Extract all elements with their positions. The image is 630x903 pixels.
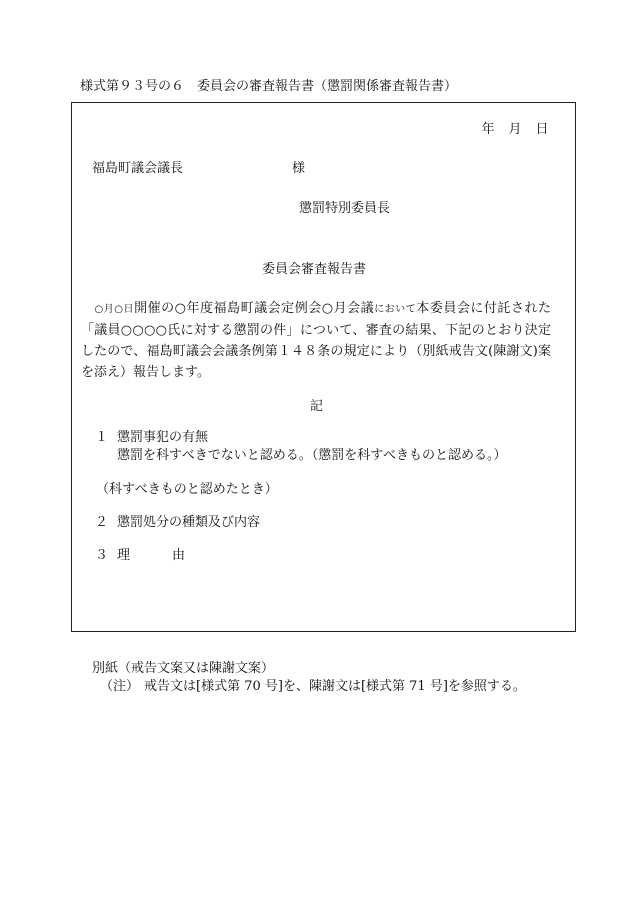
form-title: 様式第９３号の６ 委員会の審査報告書（懲罰関係審査報告書） [80,79,458,94]
ki-heading: 記 [310,399,324,414]
item-2-label: 懲罰処分の種類及び内容 [117,515,261,530]
body-month-day: ○月○日 [94,304,135,315]
sender: 懲罰特別委員長 [299,201,391,216]
note-kasu: （科すべきものと認めたとき） [96,482,278,497]
item-2 [95,514,260,532]
addressee [92,160,306,178]
attachment-title: 別紙（戒告文案又は陳謝文案） [92,661,275,676]
item-1-number: １ [95,430,109,445]
report-body [81,298,551,383]
attachment-note [100,678,526,696]
addressee-honorific: 様 [292,161,306,176]
item-2-number: ２ [95,515,109,530]
addressee-name: 福島町議会議長 [92,161,184,176]
item-1-detail: 懲罰を科すべきでないと認める。（懲罰を科すべきものと認める。） [117,448,507,463]
attachment-note-text: 戒告文は[様式第 70 号]を、陳謝文は[様式第 71 号]を参照する。 [144,679,526,694]
date-line: 年 月 日 [481,122,549,137]
body-text-1: 開催の○年度福島町議会定例会○月会議 [134,301,375,316]
report-title: 委員会審査報告書 [262,262,367,277]
item-3 [95,547,185,565]
item-3-label-part1: 理 [117,548,131,563]
item-3-number: ３ [95,548,109,563]
body-text-2: 本委員会に付託された「議員○○○○氏に対する懲罰の件」について、審査の結果、下記のとおり決定したので、福島町議会会議条例第１４８条の規定により（別紙戒告文(陳謝文)案を添え）報告します。 [81,301,551,380]
item-1-label: 懲罰事犯の有無 [117,430,209,445]
item-3-label-part2: 由 [172,548,186,563]
attachment-note-label: （注） [100,679,140,694]
body-niokite: において [374,304,417,315]
report-form-box [71,102,576,632]
item-1 [95,429,208,447]
